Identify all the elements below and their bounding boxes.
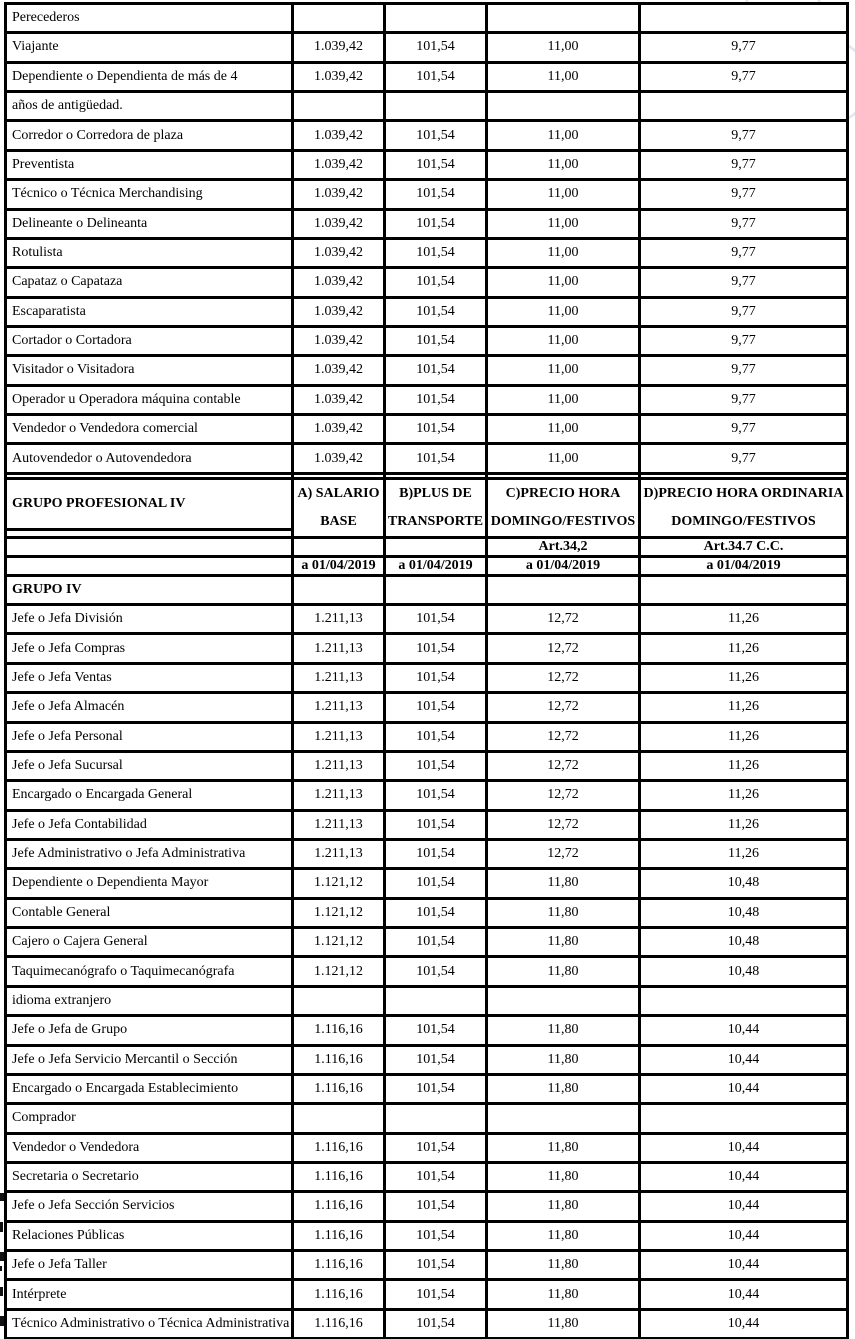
table-row [6, 92, 848, 121]
row-value: 10,44 [640, 1280, 848, 1309]
row-value: 101,54 [385, 62, 487, 91]
row-value: 11,00 [487, 385, 640, 414]
row-value: 101,54 [385, 1251, 487, 1280]
table-row [6, 4, 848, 33]
row-value: 101,54 [385, 957, 487, 986]
row-value: 11,26 [640, 634, 848, 663]
effective-date: a 01/04/2019 [385, 556, 487, 575]
row-value: 101,54 [385, 1162, 487, 1191]
row-value: 11,00 [487, 180, 640, 209]
row-value: 11,26 [640, 722, 848, 751]
row-value: 1.116,16 [293, 1309, 385, 1339]
row-value: 1.116,16 [293, 1045, 385, 1074]
row-value: 1.211,13 [293, 781, 385, 810]
row-value: 11,00 [487, 297, 640, 326]
row-value: 9,77 [640, 33, 848, 62]
row-value: 1.039,42 [293, 326, 385, 355]
row-value: 11,80 [487, 1074, 640, 1103]
row-value: 9,77 [640, 444, 848, 473]
row-value [487, 92, 640, 121]
row-value [385, 92, 487, 121]
table-row [6, 326, 848, 355]
table-row [6, 575, 848, 604]
row-value: 1.039,42 [293, 209, 385, 238]
row-value: 1.211,13 [293, 693, 385, 722]
table-row [6, 150, 848, 179]
table-row [6, 1192, 848, 1221]
row-value [293, 4, 385, 33]
row-value: 12,72 [487, 663, 640, 692]
row-label: Jefe o Jefa de Grupo [6, 1016, 293, 1045]
row-value: 101,54 [385, 444, 487, 473]
row-label: Secretaria o Secretario [6, 1162, 293, 1191]
row-value: 1.116,16 [293, 1074, 385, 1103]
row-label: Contable General [6, 898, 293, 927]
row-value: 10,44 [640, 1045, 848, 1074]
row-value: 11,80 [487, 1133, 640, 1162]
row-value: 11,80 [487, 957, 640, 986]
row-value: 11,00 [487, 238, 640, 267]
row-value: 101,54 [385, 238, 487, 267]
row-value: 11,26 [640, 751, 848, 780]
row-value: 1.039,42 [293, 297, 385, 326]
table-row [6, 385, 848, 414]
row-value: 101,54 [385, 1280, 487, 1309]
table-row [6, 634, 848, 663]
table-row [6, 537, 848, 556]
row-value: 12,72 [487, 839, 640, 868]
row-value [293, 537, 385, 556]
table-row [6, 62, 848, 91]
col-header-salario-base: A) SALARIO BASE [293, 478, 385, 537]
row-value: 101,54 [385, 839, 487, 868]
row-value: 1.116,16 [293, 1192, 385, 1221]
row-value: 10,44 [640, 1309, 848, 1339]
row-label: Encargado o Encargada Establecimiento [6, 1074, 293, 1103]
table-row [6, 1045, 848, 1074]
row-value: 11,00 [487, 150, 640, 179]
table-row [6, 751, 848, 780]
row-value: 11,80 [487, 1280, 640, 1309]
row-value: 11,80 [487, 1162, 640, 1191]
row-value: 1.039,42 [293, 150, 385, 179]
row-value [640, 92, 848, 121]
table-row [6, 1133, 848, 1162]
row-label: Taquimecanógrafo o Taquimecanógrafa [6, 957, 293, 986]
table-row [6, 810, 848, 839]
row-value: 9,77 [640, 356, 848, 385]
row-value: 9,77 [640, 180, 848, 209]
row-label: Operador u Operadora máquina contable [6, 385, 293, 414]
row-value: 10,44 [640, 1016, 848, 1045]
row-value [487, 986, 640, 1015]
row-label: Intérprete [6, 1280, 293, 1309]
row-value: 101,54 [385, 150, 487, 179]
table-row [6, 209, 848, 238]
row-value [385, 537, 487, 556]
table-row [6, 297, 848, 326]
row-value: 10,48 [640, 957, 848, 986]
row-label: años de antigüedad. [6, 92, 293, 121]
rows-bottom [6, 575, 848, 1339]
row-label: Escaparatista [6, 297, 293, 326]
row-value: 11,80 [487, 898, 640, 927]
row-label: Dependiente o Dependienta Mayor [6, 869, 293, 898]
row-value: 1.121,12 [293, 957, 385, 986]
row-value: 12,72 [487, 722, 640, 751]
row-value [385, 986, 487, 1015]
table-row [6, 180, 848, 209]
row-value: 11,80 [487, 1192, 640, 1221]
row-value: 11,00 [487, 33, 640, 62]
row-label: Jefe o Jefa Sucursal [6, 751, 293, 780]
row-value: 1.211,13 [293, 634, 385, 663]
row-label: Técnico o Técnica Merchandising [6, 180, 293, 209]
row-value [293, 1104, 385, 1133]
row-value: 1.039,42 [293, 180, 385, 209]
row-value: 11,26 [640, 839, 848, 868]
row-value: 11,80 [487, 1045, 640, 1074]
row-value: 11,80 [487, 869, 640, 898]
row-value: 101,54 [385, 693, 487, 722]
row-label: GRUPO IV [6, 575, 293, 604]
article-ref-d: Art.34.7 C.C. [640, 537, 848, 556]
row-value: 9,77 [640, 62, 848, 91]
row-value: 101,54 [385, 781, 487, 810]
row-value: 9,77 [640, 326, 848, 355]
row-value: 1.211,13 [293, 810, 385, 839]
col-header-precio-hora-ordinaria: D)PRECIO HORA ORDINARIA DOMINGO/FESTIVOS [640, 478, 848, 537]
row-value: 101,54 [385, 1309, 487, 1339]
row-label: Cortador o Cortadora [6, 326, 293, 355]
row-label: Jefe o Jefa Ventas [6, 663, 293, 692]
table-row [6, 121, 848, 150]
row-value: 12,72 [487, 810, 640, 839]
row-label [6, 556, 293, 575]
row-label: Jefe o Jefa Servicio Mercantil o Sección [6, 1045, 293, 1074]
row-value: 9,77 [640, 415, 848, 444]
row-value: 101,54 [385, 1016, 487, 1045]
table-row [6, 693, 848, 722]
row-value [487, 1104, 640, 1133]
row-value: 11,26 [640, 810, 848, 839]
table-row [6, 33, 848, 62]
row-label: Perecederos [6, 4, 293, 33]
row-value: 11,00 [487, 209, 640, 238]
row-value: 1.039,42 [293, 356, 385, 385]
row-value: 1.116,16 [293, 1251, 385, 1280]
row-value: 10,44 [640, 1074, 848, 1103]
row-value: 11,00 [487, 326, 640, 355]
row-label: Cajero o Cajera General [6, 928, 293, 957]
row-value: 101,54 [385, 1221, 487, 1250]
row-value: 9,77 [640, 238, 848, 267]
row-value: 11,80 [487, 928, 640, 957]
row-value [293, 575, 385, 604]
row-label: Preventista [6, 150, 293, 179]
row-label: Jefe o Jefa Almacén [6, 693, 293, 722]
row-value: 1.039,42 [293, 121, 385, 150]
table-row [6, 986, 848, 1015]
row-value: 11,00 [487, 356, 640, 385]
row-value: 1.039,42 [293, 444, 385, 473]
effective-date: a 01/04/2019 [640, 556, 848, 575]
row-label: Relaciones Públicas [6, 1221, 293, 1250]
row-value: 1.116,16 [293, 1280, 385, 1309]
row-value: 101,54 [385, 268, 487, 297]
row-value: 101,54 [385, 634, 487, 663]
row-value: 101,54 [385, 415, 487, 444]
row-label: Dependiente o Dependienta de más de 4 [6, 62, 293, 91]
table-row [6, 556, 848, 575]
row-value [640, 1104, 848, 1133]
col-header-plus-transporte: B)PLUS DE TRANSPORTE [385, 478, 487, 537]
table-row [6, 928, 848, 957]
rows-top [6, 4, 848, 479]
row-value: 11,00 [487, 415, 640, 444]
table-row [6, 1280, 848, 1309]
row-value: 1.039,42 [293, 33, 385, 62]
row-value: 101,54 [385, 1192, 487, 1221]
col-header-precio-hora-festivos: C)PRECIO HORA DOMINGO/FESTIVOS [487, 478, 640, 537]
row-value: 1.121,12 [293, 898, 385, 927]
row-value: 12,72 [487, 751, 640, 780]
table-row [6, 1251, 848, 1280]
row-label: Vendedor o Vendedora comercial [6, 415, 293, 444]
row-value: 101,54 [385, 121, 487, 150]
row-value: 9,77 [640, 297, 848, 326]
row-label [6, 529, 293, 537]
row-value: 9,77 [640, 268, 848, 297]
row-value: 101,54 [385, 356, 487, 385]
row-label: Jefe o Jefa Personal [6, 722, 293, 751]
row-value: 10,48 [640, 869, 848, 898]
row-label: idioma extranjero [6, 986, 293, 1015]
row-value: 1.039,42 [293, 62, 385, 91]
row-value: 12,72 [487, 605, 640, 634]
row-label: Delineante o Delineanta [6, 209, 293, 238]
effective-date: a 01/04/2019 [487, 556, 640, 575]
row-value: 11,00 [487, 62, 640, 91]
table-row [6, 898, 848, 927]
row-value: 11,00 [487, 121, 640, 150]
row-value [487, 575, 640, 604]
group-header-title: GRUPO PROFESIONAL IV [6, 478, 293, 529]
row-value: 11,00 [487, 444, 640, 473]
row-value: 11,80 [487, 1309, 640, 1339]
table-row [6, 356, 848, 385]
table-row [6, 663, 848, 692]
row-value: 101,54 [385, 898, 487, 927]
row-value: 101,54 [385, 180, 487, 209]
row-value: 1.116,16 [293, 1133, 385, 1162]
effective-date: a 01/04/2019 [293, 556, 385, 575]
row-value: 10,48 [640, 898, 848, 927]
row-label: Encargado o Encargada General [6, 781, 293, 810]
table-row [6, 444, 848, 473]
row-label: Jefe o Jefa División [6, 605, 293, 634]
row-value: 10,44 [640, 1162, 848, 1191]
table-row [6, 1104, 848, 1133]
row-value: 10,44 [640, 1221, 848, 1250]
row-value: 101,54 [385, 1133, 487, 1162]
table-row [6, 957, 848, 986]
row-value [640, 986, 848, 1015]
table-row [6, 1074, 848, 1103]
row-value [487, 4, 640, 33]
table-row [6, 268, 848, 297]
table-row [6, 1221, 848, 1250]
row-value: 11,80 [487, 1251, 640, 1280]
row-value: 1.116,16 [293, 1016, 385, 1045]
row-value: 9,77 [640, 150, 848, 179]
salary-table [4, 2, 849, 1339]
row-value: 1.211,13 [293, 839, 385, 868]
row-value: 101,54 [385, 928, 487, 957]
row-value: 1.039,42 [293, 268, 385, 297]
row-value [293, 92, 385, 121]
row-label: Visitador o Visitadora [6, 356, 293, 385]
row-label: Jefe o Jefa Contabilidad [6, 810, 293, 839]
row-label: Rotulista [6, 238, 293, 267]
row-value: 1.211,13 [293, 663, 385, 692]
row-value [385, 575, 487, 604]
row-value: 101,54 [385, 1045, 487, 1074]
row-label: Jefe o Jefa Taller [6, 1251, 293, 1280]
row-value: 11,80 [487, 1221, 640, 1250]
row-value: 10,44 [640, 1251, 848, 1280]
row-value: 12,72 [487, 693, 640, 722]
row-label: Técnico Administrativo o Técnica Administrativa [6, 1309, 293, 1339]
row-value: 101,54 [385, 722, 487, 751]
row-value: 1.211,13 [293, 605, 385, 634]
row-value: 1.211,13 [293, 751, 385, 780]
row-value: 101,54 [385, 326, 487, 355]
row-value [640, 4, 848, 33]
row-value: 11,00 [487, 268, 640, 297]
row-value: 9,77 [640, 209, 848, 238]
row-value: 101,54 [385, 869, 487, 898]
row-value: 1.121,12 [293, 869, 385, 898]
table-row [6, 605, 848, 634]
row-label: Jefe o Jefa Sección Servicios [6, 1192, 293, 1221]
row-value: 9,77 [640, 385, 848, 414]
row-label: Vendedor o Vendedora [6, 1133, 293, 1162]
group-header-block [6, 478, 848, 575]
row-value: 11,26 [640, 663, 848, 692]
row-value: 101,54 [385, 605, 487, 634]
row-value: 1.039,42 [293, 415, 385, 444]
article-ref-c: Art.34,2 [487, 537, 640, 556]
row-value: 11,26 [640, 693, 848, 722]
row-value: 11,26 [640, 605, 848, 634]
row-value: 101,54 [385, 810, 487, 839]
row-label: Corredor o Corredora de plaza [6, 121, 293, 150]
row-value [293, 986, 385, 1015]
table-row [6, 415, 848, 444]
table-row [6, 1162, 848, 1191]
row-value: 9,77 [640, 121, 848, 150]
table-row [6, 781, 848, 810]
row-value: 12,72 [487, 634, 640, 663]
row-value: 101,54 [385, 385, 487, 414]
table-row [6, 478, 848, 529]
table-row [6, 1016, 848, 1045]
row-value [385, 4, 487, 33]
row-value: 1.121,12 [293, 928, 385, 957]
row-value [640, 575, 848, 604]
row-value: 101,54 [385, 297, 487, 326]
table-row [6, 238, 848, 267]
row-value: 101,54 [385, 1074, 487, 1103]
row-value: 1.116,16 [293, 1162, 385, 1191]
row-label: Comprador [6, 1104, 293, 1133]
table-row [6, 839, 848, 868]
row-label: Autovendedor o Autovendedora [6, 444, 293, 473]
row-value: 1.039,42 [293, 385, 385, 414]
row-value: 10,44 [640, 1133, 848, 1162]
row-value: 1.211,13 [293, 722, 385, 751]
row-value: 1.116,16 [293, 1221, 385, 1250]
row-value: 101,54 [385, 33, 487, 62]
row-value: 10,44 [640, 1192, 848, 1221]
row-label: Capataz o Capataza [6, 268, 293, 297]
row-value: 101,54 [385, 751, 487, 780]
row-label: Jefe o Jefa Compras [6, 634, 293, 663]
row-value: 101,54 [385, 209, 487, 238]
row-value: 10,48 [640, 928, 848, 957]
row-label: Jefe Administrativo o Jefa Administrativa [6, 839, 293, 868]
row-label: Viajante [6, 33, 293, 62]
row-value [385, 1104, 487, 1133]
row-value: 1.039,42 [293, 238, 385, 267]
table-row [6, 1309, 848, 1339]
row-value: 11,80 [487, 1016, 640, 1045]
row-value: 12,72 [487, 781, 640, 810]
row-value: 11,26 [640, 781, 848, 810]
row-value: 101,54 [385, 663, 487, 692]
table-row [6, 869, 848, 898]
row-label [6, 537, 293, 556]
table-row [6, 722, 848, 751]
